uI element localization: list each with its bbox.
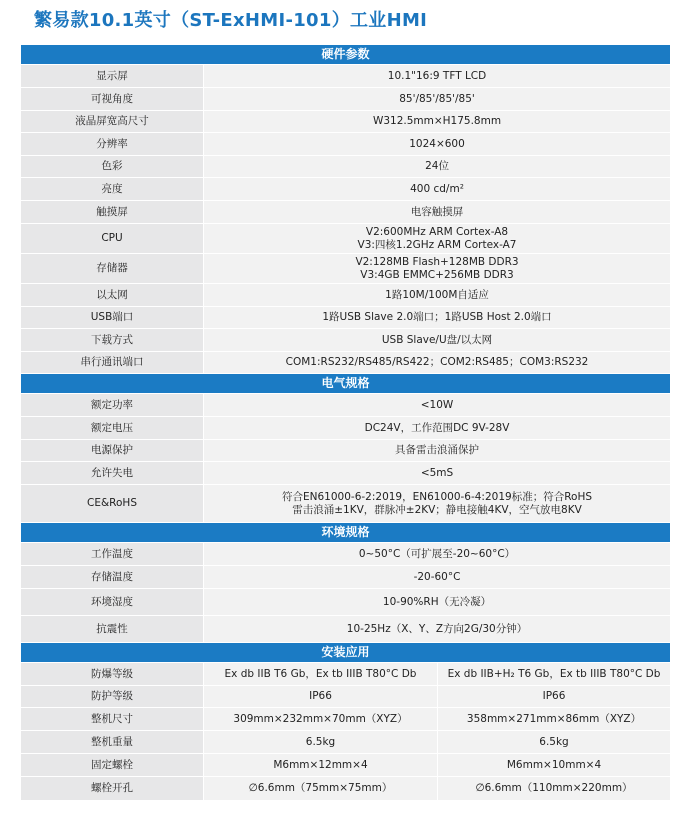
spec-value: <10W [204,394,671,417]
spec-label: 固定螺栓 [21,754,204,777]
spec-row [21,178,671,201]
spec-row [21,686,671,708]
spec-row [21,201,671,224]
spec-row [21,589,671,616]
spec-value-model-2: Ex db IIB+H₂ T6 Gb，Ex tb IIIB T80°C Db [438,663,671,686]
spec-value: 10-25Hz（X、Y、Z方向2G/30分钟） [204,616,671,643]
spec-label: 抗震性 [21,616,204,643]
spec-row [21,417,671,440]
spec-label: 液晶屏宽高尺寸 [21,111,204,133]
section-header-installation [21,643,671,663]
spec-value-model-1: ∅6.6mm（75mm×75mm） [204,777,438,801]
spec-value-model-2: ∅6.6mm（110mm×220mm） [438,777,671,801]
section-title: 安装应用 [21,643,671,663]
spec-value-model-2: IP66 [438,686,671,708]
spec-value-line: 雷击浪涌±1KV，群脉冲±2KV；静电接触4KV，空气放电8KV [292,503,582,516]
spec-value: USB Slave/U盘/以太网 [204,329,671,352]
spec-value-model-1: M6mm×12mm×4 [204,754,438,777]
spec-value-model-1: 6.5kg [204,731,438,754]
spec-row [21,777,671,801]
spec-row [21,133,671,156]
spec-row [21,284,671,307]
spec-label: 色彩 [21,156,204,178]
spec-value: 1路10M/100M自适应 [204,284,671,307]
spec-label: 下载方式 [21,329,204,352]
spec-value-line: V2:600MHz ARM Cortex-A8 [365,225,509,238]
spec-label: 整机尺寸 [21,708,204,731]
spec-value: -20-60°C [204,566,671,589]
section-header-environment [21,523,671,543]
spec-value: 电容触摸屏 [204,201,671,224]
spec-value: 400 cd/m² [204,178,671,201]
spec-label: 额定电压 [21,417,204,440]
spec-row [21,329,671,352]
spec-row [21,543,671,566]
spec-row [21,65,671,88]
spec-label: 显示屏 [21,65,204,88]
spec-label: CE&RoHS [21,485,204,523]
spec-value-line: V3:4GB EMMC+256MB DDR3 [360,268,514,281]
spec-value: 85'/85'/85'/85' [204,88,671,111]
spec-row [21,307,671,329]
spec-value: 1路USB Slave 2.0端口；1路USB Host 2.0端口 [204,307,671,329]
spec-label: 存储器 [21,254,204,284]
spec-value: W312.5mm×H175.8mm [204,111,671,133]
spec-label: 存储温度 [21,566,204,589]
spec-row [21,731,671,754]
spec-label: 环境湿度 [21,589,204,616]
spec-label: 亮度 [21,178,204,201]
spec-table [20,44,671,801]
spec-row [21,440,671,462]
spec-value [204,485,671,523]
spec-value-line: V2:128MB Flash+128MB DDR3 [355,255,519,268]
spec-value: 0~50°C（可扩展至-20~60°C） [204,543,671,566]
spec-label: 串行通讯端口 [21,352,204,374]
spec-row [21,88,671,111]
spec-value: COM1:RS232/RS485/RS422；COM2:RS485；COM3:RS232 [204,352,671,374]
spec-row [21,616,671,643]
spec-value-model-2: 358mm×271mm×86mm（XYZ） [438,708,671,731]
spec-value-model-2: 6.5kg [438,731,671,754]
spec-row [21,485,671,523]
spec-row [21,224,671,254]
spec-value: 具备雷击浪涌保护 [204,440,671,462]
spec-label: 防爆等级 [21,663,204,686]
spec-value [204,224,671,254]
spec-value-model-2: M6mm×10mm×4 [438,754,671,777]
spec-value-line: V3:四核1.2GHz ARM Cortex-A7 [357,238,517,251]
spec-value-model-1: 309mm×232mm×70mm（XYZ） [204,708,438,731]
section-title: 环境规格 [21,523,671,543]
spec-row [21,254,671,284]
spec-value: 24位 [204,156,671,178]
spec-row [21,754,671,777]
spec-label: 允许失电 [21,462,204,485]
spec-value: <5mS [204,462,671,485]
spec-row [21,394,671,417]
spec-row [21,156,671,178]
spec-row [21,352,671,374]
spec-row [21,111,671,133]
spec-label: USB端口 [21,307,204,329]
spec-label: 防护等级 [21,686,204,708]
spec-label: 电源保护 [21,440,204,462]
spec-label: 分辨率 [21,133,204,156]
spec-label: 额定功率 [21,394,204,417]
spec-row [21,708,671,731]
spec-label: 可视角度 [21,88,204,111]
section-header-electrical [21,374,671,394]
spec-row [21,663,671,686]
spec-value: 10-90%RH（无冷凝） [204,589,671,616]
section-title: 硬件参数 [21,45,671,65]
section-title: 电气规格 [21,374,671,394]
document-title: 繁易款10.1英寸（ST-ExHMI-101）工业HMI [34,10,428,31]
spec-label: 以太网 [21,284,204,307]
section-header-hardware [21,45,671,65]
spec-value: 1024×600 [204,133,671,156]
spec-row [21,462,671,485]
spec-value [204,254,671,284]
spec-row [21,566,671,589]
spec-label: 触摸屏 [21,201,204,224]
spec-label: 工作温度 [21,543,204,566]
spec-value-model-1: IP66 [204,686,438,708]
spec-label: 螺栓开孔 [21,777,204,801]
spec-value: DC24V，工作范围DC 9V-28V [204,417,671,440]
spec-value: 10.1"16:9 TFT LCD [204,65,671,88]
spec-label: CPU [21,224,204,254]
spec-label: 整机重量 [21,731,204,754]
spec-value-line: 符合EN61000-6-2:2019，EN61000-6-4:2019标准；符合RoHS [282,490,593,503]
spec-value-model-1: Ex db IIB T6 Gb，Ex tb IIIB T80°C Db [204,663,438,686]
